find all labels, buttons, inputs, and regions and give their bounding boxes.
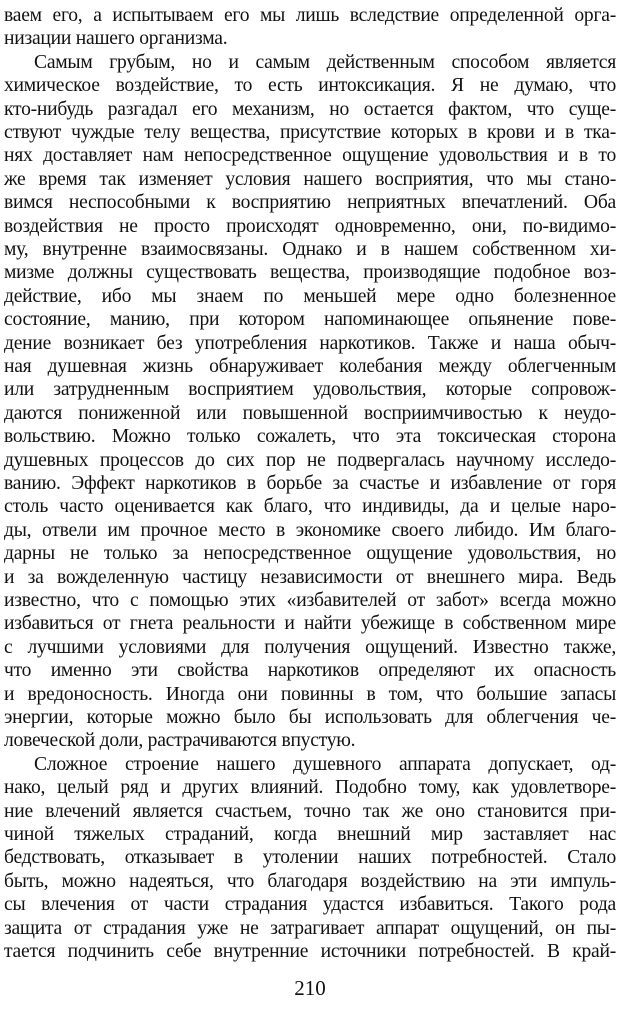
- text-line: и вредоносность. Иногда они повинны в том, что большие запасы: [4, 683, 616, 705]
- page-number: 210: [294, 976, 326, 1000]
- text-line: нако, целый ряд и других влияний. Подобно тому, как удовлетворе-: [4, 777, 616, 799]
- text-line: ды, отвели им прочное место в экономике своего либидо. Им благо-: [4, 519, 616, 541]
- text-line: ние влечений является счастьем, точно так же оно становится при-: [4, 800, 616, 822]
- text-line: вимся неспособными к восприятию неприятных впечатлений. Оба: [4, 192, 616, 214]
- text-line: мизме должны существовать вещества, производящие подобное воз-: [4, 262, 616, 284]
- text-line: Самым грубым, но и самым действенным способом является: [34, 51, 616, 73]
- text-line: душевных процессов до сих пор не подвергалась научному исследо-: [4, 449, 616, 471]
- text-line: нях доставляет нам непосредственное ощущение удовольствия и в то: [4, 145, 616, 167]
- text-line: даются пониженной или повышенной восприимчивостью к неудо-: [4, 402, 616, 424]
- text-line: энергии, которые можно было бы использовать для облегчения че-: [4, 707, 616, 728]
- text-line: дарны не только за непосредственное ощущение удовольствия, но: [4, 543, 616, 565]
- text-line: химическое воздействие, то есть интоксикация. Я не думаю, что: [4, 75, 616, 97]
- text-line: ствуют чуждые телу вещества, присутствие которых в крови и в тка-: [4, 122, 616, 143]
- text-line: состояние, манию, при котором напоминающее опьянение пове-: [4, 309, 616, 331]
- text-line: чиной тяжелых страданий, когда внешний мир заставляет нас: [4, 824, 616, 845]
- text-line: ная душевная жизнь обнаруживает колебания между облегченным: [4, 356, 616, 377]
- text-line: защита от страдания уже не затрагивает аппарат ощущений, он пы-: [4, 917, 616, 939]
- text-line: быть, можно надеяться, что благодаря воздействию на эти импуль-: [4, 870, 616, 892]
- text-line: избавиться от гнета реальности и найти убежище в собственном мире: [4, 613, 616, 635]
- text-line: с лучшими условиями для получения ощущений. Известно также,: [4, 636, 616, 658]
- text-line: Сложное строение нашего душевного аппарата допускает, од-: [34, 753, 616, 775]
- text-line: ловеческой доли, растрачиваются впустую.: [4, 730, 356, 752]
- text-line: сы влечения от части страдания удастся избавиться. Такого рода: [4, 894, 616, 916]
- text-line: низации нашего организма.: [4, 28, 228, 50]
- text-line: вольствию. Можно только сожалеть, что эта токсическая сторона: [4, 426, 616, 448]
- text-line: действие, ибо мы знаем по меньшей мере одно болезненное: [4, 285, 616, 307]
- text-line: столь часто оценивается как благо, что индивиды, да и целые наро-: [4, 496, 616, 518]
- text-line: му, внутренне взаимосвязаны. Однако и в нашем собственном хи-: [4, 239, 616, 260]
- text-line: бедствовать, отказывает в утолении наших потребностей. Стало: [4, 847, 616, 869]
- text-line: же время так изменяет условия нашего восприятия, что мы стано-: [4, 168, 616, 190]
- text-line: ваем его, а испытываем его мы лишь вследствие определенной орга-: [4, 5, 616, 26]
- text-line: дение возникает без употребления наркотиков. Также и наша обыч-: [4, 332, 616, 354]
- text-line: и за вожделенную частицу независимости от внешнего мира. Ведь: [4, 566, 616, 588]
- text-line: тается подчинить себе внутренние источники потребностей. В край-: [4, 941, 616, 962]
- text-line: известно, что с помощью этих «избавителей от забот» всегда можно: [4, 590, 616, 611]
- text-line: что именно эти свойства наркотиков определяют их опасность: [4, 660, 616, 682]
- text-line: или затрудненным восприятием удовольствия, которые сопровож-: [4, 379, 616, 401]
- text-line: ванию. Эффект наркотиков в борьбе за счастье и избавление от горя: [4, 473, 616, 494]
- text-line: кто-нибудь разгадал его механизм, но остается фактом, что суще-: [4, 98, 616, 120]
- text-line: воздействия не просто происходят одновременно, они, по-видимо-: [4, 215, 616, 237]
